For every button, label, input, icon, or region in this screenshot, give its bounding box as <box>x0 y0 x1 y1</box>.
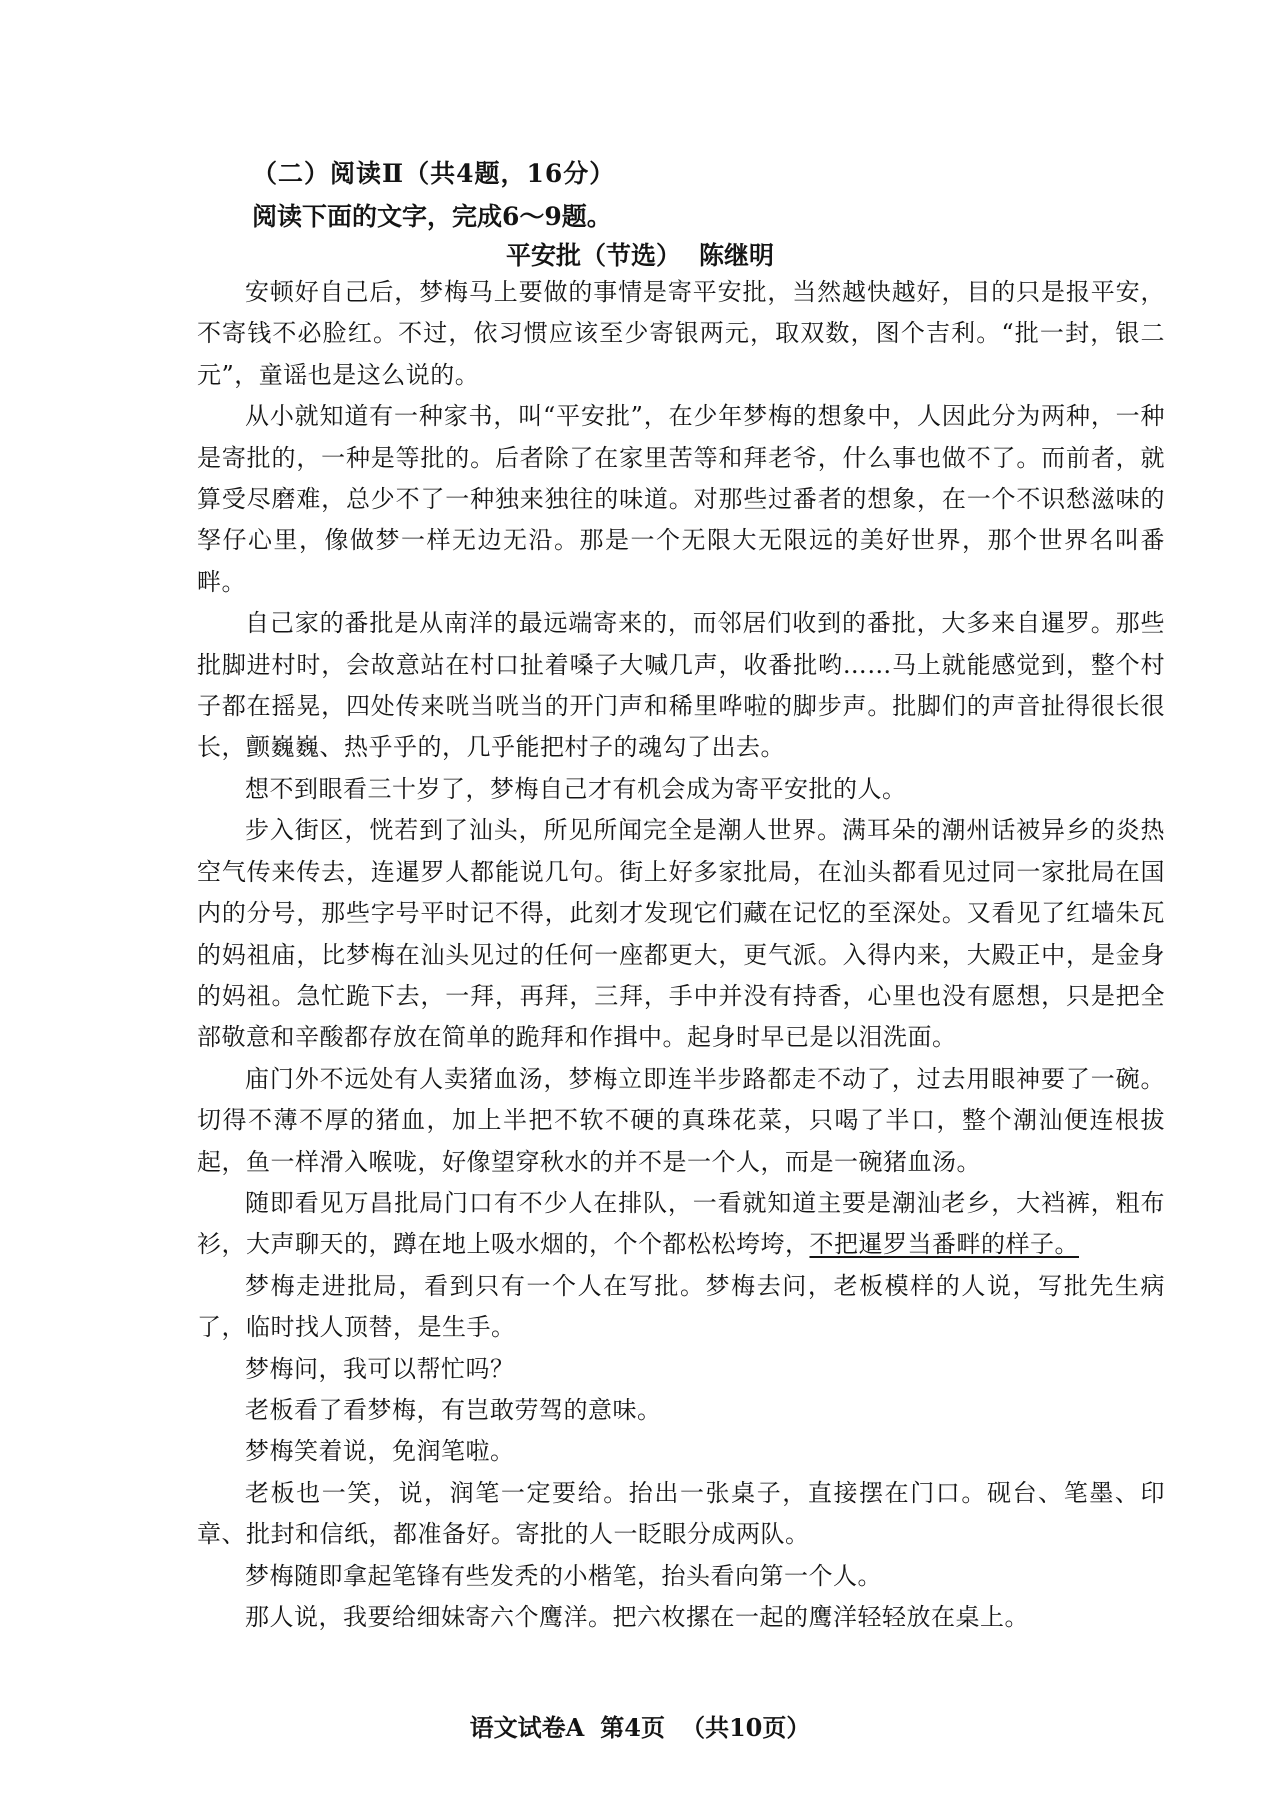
paragraph-10: 老板看了看梦梅，有岂敢劳驾的意味。 <box>245 1395 662 1424</box>
paragraph-14: 那人说，我要给细妹寄六个鹰洋。把六枚摞在一起的鹰洋轻轻放在桌上。 <box>245 1603 1029 1631</box>
paragraph-13: 梦梅随即拿起笔锋有些发秃的小楷笔，抬头看向第一个人。 <box>245 1561 882 1590</box>
paragraph-7 <box>197 1183 1165 1266</box>
article-author: 陈继明 <box>699 241 775 270</box>
footer-paper-name: 语文试卷A <box>469 1713 585 1742</box>
paragraph-2: 从小就知道有一种家书，叫“平安批”，在少年梦梅的想象中，人因此分为两种，一种是寄批的，一种是等批的。后者除了在家里苦等和拜老爷，什么事也做不了。而前者，就算受尽磨难，总少不了一种独来独往的味道。对那些过番者的想象，在一个不识愁滋味的孥仔心里，像做梦一样无边无沿。那是一个无限大无限远的美好世界，那个世界名叫番畔。 <box>197 402 1165 596</box>
page-footer <box>0 1708 1280 1743</box>
paragraph-9: 梦梅问，我可以帮忙吗？ <box>245 1354 515 1383</box>
article-title-line <box>0 236 1280 272</box>
paragraph-7-text: 随即看见万昌批局门口有不少人在排队，一看就知道主要是潮汕老乡，大裆裤，粗布衫，大声聊天的，蹲在地上吸水烟的，个个都松松垮垮， <box>197 1188 1165 1259</box>
paragraph-4: 想不到眼看三十岁了，梦梅自己才有机会成为寄平安批的人。 <box>245 774 907 803</box>
paragraph-1: 安顿好自己后，梦梅马上要做的事情是寄平安批，当然越快越好，目的只是报平安，不寄钱不必脸红。不过，依习惯应该至少寄银两元，取双数，图个吉利。“批一封，银二元”，童谣也是这么说的。 <box>197 278 1165 389</box>
paragraph-11: 梦梅笑着说，免润笔啦。 <box>245 1437 515 1466</box>
section-heading: （二）阅读Ⅱ（共4题，16分） <box>252 159 616 188</box>
article-body <box>197 272 1165 1638</box>
underlined-phrase: 不把暹罗当番畔的样子。 <box>809 1230 1079 1259</box>
footer-page-number: 第4页 <box>600 1713 665 1742</box>
paragraph-6: 庙门外不远处有人卖猪血汤，梦梅立即连半步路都走不动了，过去用眼神要了一碗。切得不薄不厚的猪血，加上半把不软不硬的真珠花菜，只喝了半口，整个潮汕便连根拔起，鱼一样滑入喉咙，好像望穿秋水的并不是一个人，而是一碗猪血汤。 <box>197 1064 1165 1176</box>
reading-instruction: 阅读下面的文字，完成6～9题。 <box>252 202 612 231</box>
paragraph-8: 梦梅走进批局，看到只有一个人在写批。梦梅去问，老板模样的人说，写批先生病了，临时找人顶替，是生手。 <box>197 1271 1165 1342</box>
footer-total-pages: （共10页） <box>680 1713 811 1742</box>
paragraph-5: 步入街区，恍若到了汕头，所见所闻完全是潮人世界。满耳朵的潮州话被异乡的炎热空气传来传去，连暹罗人都能说几句。街上好多家批局，在汕头都看见过同一家批局在国内的分号，那些字号平时记不得，此刻才发现它们藏在记忆的至深处。又看见了红墙朱瓦的妈祖庙，比梦梅在汕头见过的任何一座都更大，更气派。入得内来，大殿正中，是金身的妈祖。急忙跪下去，一拜，再拜，三拜，手中并没有持香，心里也没有愿想，只是把全部敬意和辛酸都存放在简单的跪拜和作揖中。起身时早已是以泪洗面。 <box>197 816 1165 1052</box>
paragraph-12: 老板也一笑，说，润笔一定要给。抬出一张桌子，直接摆在门口。砚台、笔墨、印章、批封和信纸，都准备好。寄批的人一眨眼分成两队。 <box>197 1478 1165 1549</box>
article-title: 平安批（节选） <box>505 241 681 270</box>
paragraph-3: 自己家的番批是从南洋的最远端寄来的，而邻居们收到的番批，大多来自暹罗。那些批脚进村时，会故意站在村口扯着嗓子大喊几声，收番批哟……马上就能感觉到，整个村子都在摇晃，四处传来咣当咣当的开门声和稀里哗啦的脚步声。批脚们的声音扯得很长很长，颤巍巍、热乎乎的，几乎能把村子的魂勾了出去。 <box>197 609 1165 762</box>
